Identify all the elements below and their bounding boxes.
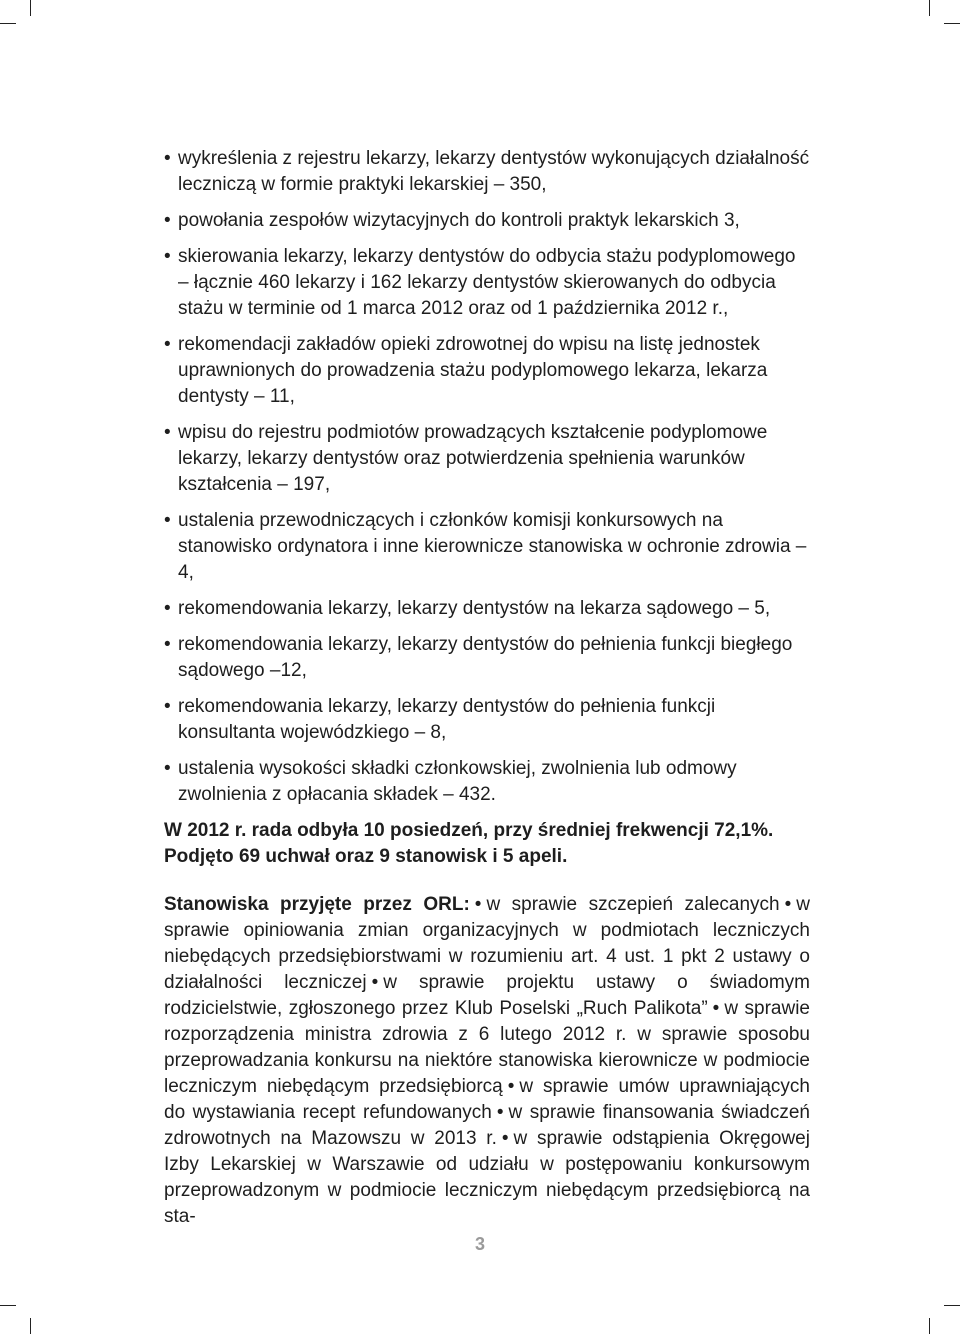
bullet-separator: •: [507, 1076, 515, 1097]
list-item: • rekomendacji zakładów opieki zdrowotnej do wpisu na listę jednostek uprawnionych do prowadzenia stażu podyplomowego lekarza, lekarza dentysty – 11,: [164, 332, 810, 410]
crop-mark-top-right: [944, 23, 960, 24]
list-item: • rekomendowania lekarzy, lekarzy dentystów do pełnienia funkcji biegłego sądowego –12,: [164, 632, 810, 684]
position-item: w sprawie szczepień zalecanych: [486, 894, 780, 915]
crop-mark-bottom-right: [944, 1305, 960, 1306]
crop-mark-top-left: [0, 23, 16, 24]
position-item: w sprawie opiniowania zmian organizacyjnych w podmiotach leczniczych niebędących przedsiębiorstwami w rozumieniu art. 4 ust. 1 pkt 2 ustawy o działalności leczniczej: [164, 894, 810, 993]
crop-mark-bottom-right: [929, 1318, 930, 1334]
position-item: w sprawie umów uprawniających do wystawiania recept refundowanych: [164, 1076, 811, 1123]
bullet-separator: •: [501, 1128, 509, 1149]
bullet-separator: •: [712, 998, 720, 1019]
summary-line: Podjęto 69 uchwał oraz 9 stanowisk i 5 apeli.: [164, 846, 568, 867]
list-item: • rekomendowania lekarzy, lekarzy dentystów na lekarza sądowego – 5,: [164, 596, 810, 622]
list-item: • ustalenia przewodniczących i członków komisji konkursowych na stanowisko ordynatora i inne kierownicze stanowiska w ochronie zdrowia – 4,: [164, 508, 810, 586]
list-item: • ustalenia wysokości składki członkowskiej, zwolnienia lub odmowy zwolnienia z opłacania składek – 432.: [164, 756, 810, 808]
position-item: w sprawie rozporządzenia ministra zdrowia z 6 lutego 2012 r. w sprawie sposobu przeprowadzania konkursu na niektóre stanowiska kierownicze w podmiocie leczniczym niebędącym przedsiębiorcą: [164, 998, 810, 1097]
positions-paragraph: [164, 892, 810, 1230]
crop-mark-bottom-left: [30, 1318, 31, 1334]
crop-mark-bottom-left: [0, 1305, 16, 1306]
summary-line: W 2012 r. rada odbyła 10 posiedzeń, przy średniej frekwencji 72,1%.: [164, 820, 774, 841]
meetings-summary: [164, 818, 810, 870]
position-item: w sprawie finansowania świadczeń zdrowotnych na Mazowszu w 2013 r.: [164, 1102, 810, 1149]
list-item: • wykreślenia z rejestru lekarzy, lekarzy dentystów wykonujących działalność leczniczą w formie praktyki lekarskiej – 350,: [164, 146, 810, 198]
crop-mark-top-right: [929, 0, 930, 16]
bullet-separator: •: [496, 1102, 504, 1123]
bullet-separator: •: [784, 894, 792, 915]
list-item: • wpisu do rejestru podmiotów prowadzących kształcenie podyplomowe lekarzy, lekarzy dentystów oraz potwierdzenia spełnienia warunków kształcenia – 197,: [164, 420, 810, 498]
page-content: [164, 146, 810, 1230]
position-item: w sprawie odstąpienia Okręgowej Izby Lekarskiej w Warszawie od udziału w postępowaniu konkursowym przeprowadzonym w podmiocie leczniczym niebędącym przedsiębiorcą na sta-: [164, 1128, 810, 1227]
crop-mark-top-left: [30, 0, 31, 16]
activity-list: [164, 146, 810, 808]
list-item: • powołania zespołów wizytacyjnych do kontroli praktyk lekarskich 3,: [164, 208, 810, 234]
page-number: 3: [474, 1234, 485, 1254]
position-item: w sprawie projektu ustawy o świadomym rodzicielstwie, zgłoszonego przez Klub Poselski „Ruch Palikota”: [164, 972, 810, 1019]
bullet-separator: •: [371, 972, 379, 993]
list-item: • skierowania lekarzy, lekarzy dentystów do odbycia stażu podyplomowego – łącznie 460 lekarzy i 162 lekarzy dentystów skierowanych do odbycia stażu w terminie od 1 marca 2012 oraz od 1 października 2012 r.,: [164, 244, 810, 322]
list-item: • rekomendowania lekarzy, lekarzy dentystów do pełnienia funkcji konsultanta wojewódzkiego – 8,: [164, 694, 810, 746]
bullet-separator: •: [474, 894, 482, 915]
positions-lead: Stanowiska przyjęte przez ORL:: [164, 894, 470, 915]
